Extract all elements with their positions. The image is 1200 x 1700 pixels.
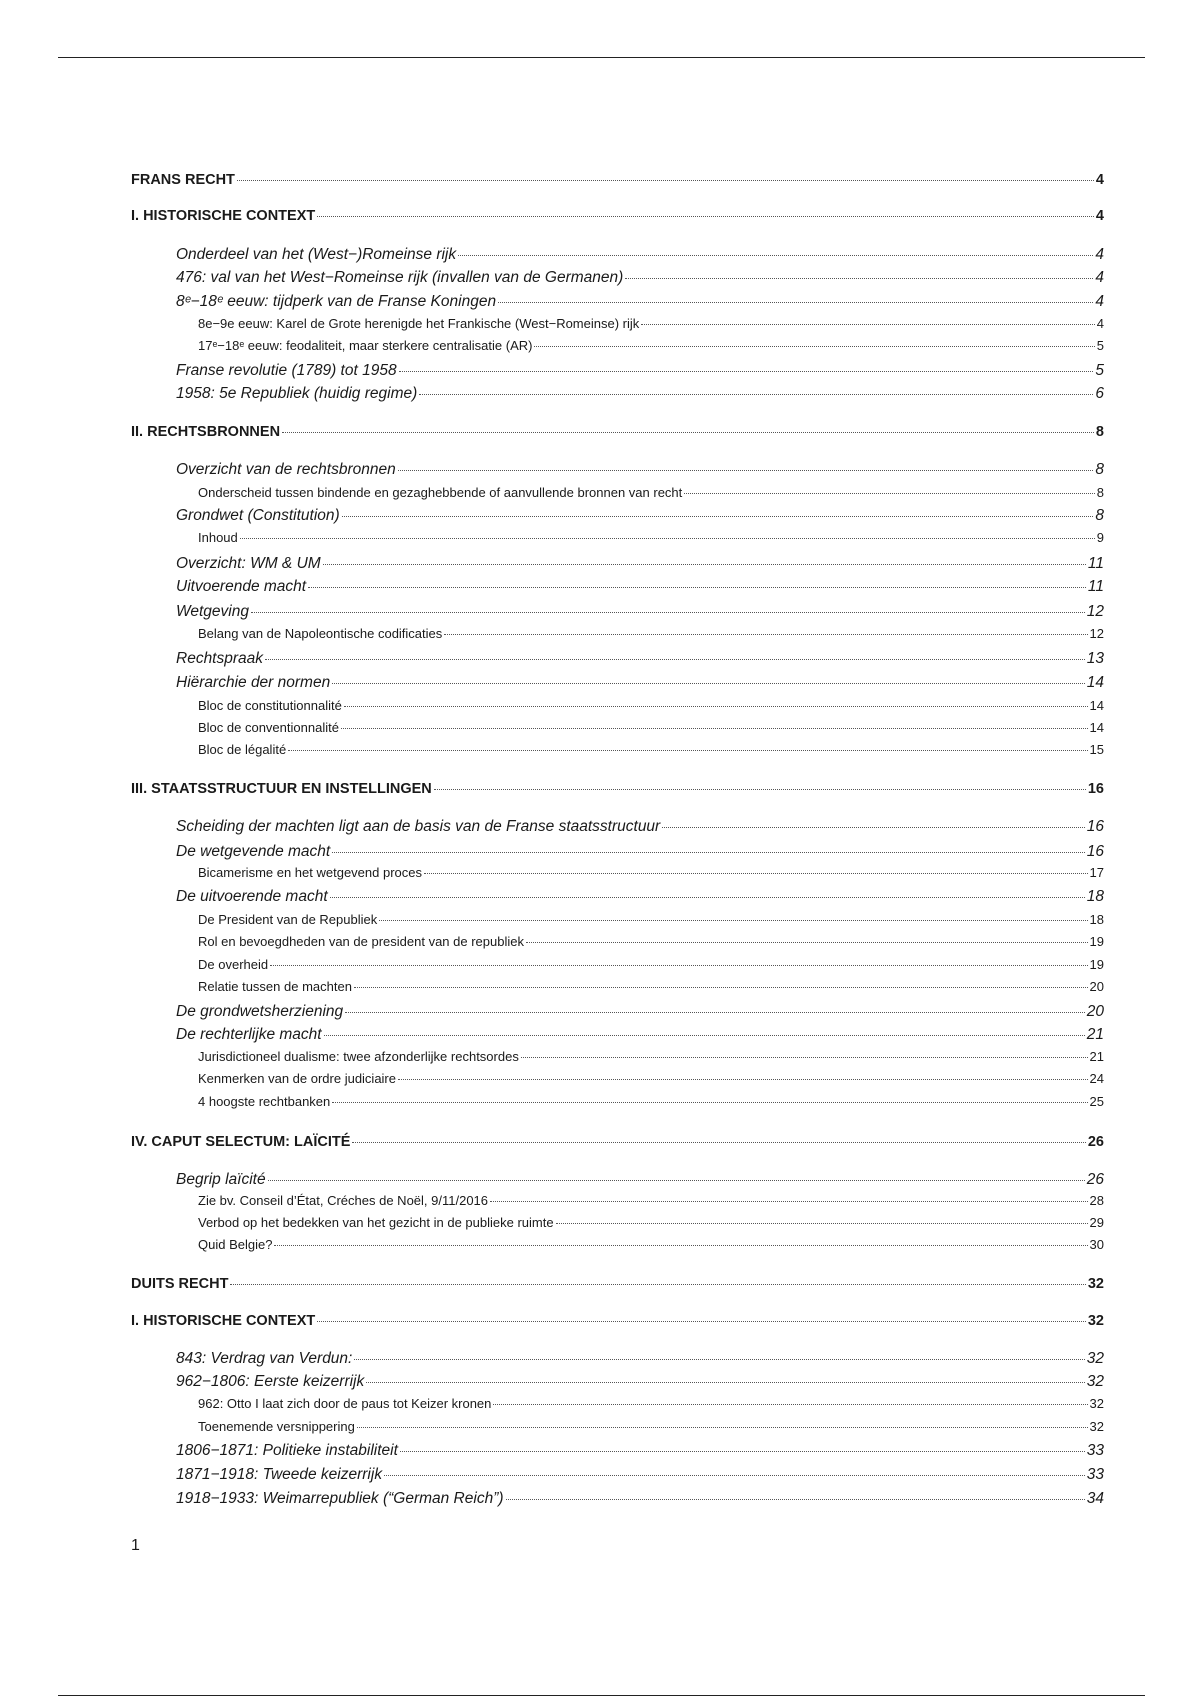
- toc-entry-title: Franse revolutie (1789) tot 1958: [176, 362, 397, 379]
- toc-entry[interactable]: [131, 555, 1104, 573]
- toc-entry-page: 18: [1086, 888, 1104, 905]
- toc-entry[interactable]: [131, 1466, 1104, 1484]
- toc-entry-page: 26: [1086, 1171, 1104, 1188]
- toc-entry-page: 18: [1089, 912, 1104, 927]
- toc-entry-page: 28: [1089, 1193, 1104, 1208]
- dot-leader: [345, 1012, 1085, 1013]
- toc-entry-page: 16: [1087, 781, 1104, 797]
- toc-entry-page: 30: [1089, 1237, 1104, 1252]
- dot-leader: [357, 1427, 1088, 1428]
- dot-leader: [379, 920, 1087, 921]
- toc-entry-title: 1871−1918: Tweede keizerrijk: [176, 1466, 383, 1483]
- toc-entry[interactable]: [131, 1215, 1104, 1230]
- toc-entry[interactable]: [131, 293, 1104, 311]
- toc-entry-page: 8: [1095, 461, 1104, 478]
- toc-entry[interactable]: [131, 1003, 1104, 1021]
- toc-entry-title: III. STAATSSTRUCTUUR EN INSTELLINGEN: [131, 781, 432, 797]
- dot-leader: [342, 516, 1094, 517]
- toc-entry[interactable]: [131, 530, 1104, 545]
- toc-entry-page: 11: [1087, 578, 1104, 595]
- toc-entry[interactable]: [131, 1171, 1104, 1189]
- toc-entry[interactable]: [131, 674, 1104, 692]
- dot-leader: [398, 1079, 1088, 1080]
- toc-entry-title: Wetgeving: [176, 603, 249, 620]
- dot-leader: [317, 1321, 1086, 1322]
- toc-entry[interactable]: [131, 865, 1104, 880]
- toc-entry-title: 8ᵉ−18ᵉ eeuw: tijdperk van de Franse Koningen: [176, 293, 497, 310]
- dot-leader: [332, 852, 1085, 853]
- toc-entry[interactable]: [131, 1071, 1104, 1086]
- toc-entry-page: 14: [1089, 720, 1104, 735]
- toc-entry-page: 6: [1095, 385, 1104, 402]
- toc-entry[interactable]: [131, 781, 1104, 797]
- header-rule: [58, 57, 1145, 58]
- toc-entry-page: 20: [1086, 1003, 1104, 1020]
- toc-entry-page: 4: [1095, 269, 1104, 286]
- toc-entry-page: 4: [1095, 246, 1104, 263]
- dot-leader: [282, 432, 1094, 433]
- toc-entry-page: 8: [1095, 507, 1104, 524]
- dot-leader: [354, 1359, 1084, 1360]
- toc-entry-title: 8e−9e eeuw: Karel de Grote herenigde het Frankische (West−Romeinse) rijk: [198, 316, 640, 331]
- toc-entry-page: 16: [1086, 818, 1104, 835]
- toc-entry[interactable]: [131, 1313, 1104, 1329]
- toc-entry[interactable]: [131, 888, 1104, 906]
- toc-entry[interactable]: [131, 1094, 1104, 1109]
- dot-leader: [323, 564, 1086, 565]
- toc-entry-page: 21: [1086, 1026, 1104, 1043]
- toc-entry-title: Toenemende versnippering: [198, 1419, 355, 1434]
- dot-leader: [317, 216, 1094, 217]
- toc-entry-page: 17: [1089, 865, 1104, 880]
- toc-entry[interactable]: [131, 1490, 1104, 1508]
- dot-leader: [419, 394, 1093, 395]
- toc-entry-page: 9: [1096, 530, 1104, 545]
- toc-entry-title: Grondwet (Constitution): [176, 507, 340, 524]
- toc-entry-title: De grondwetsherziening: [176, 1003, 344, 1020]
- toc-entry-title: Belang van de Napoleontische codificaties: [198, 626, 443, 641]
- dot-leader: [366, 1382, 1084, 1383]
- toc-entry-title: Uitvoerende macht: [176, 578, 307, 595]
- toc-entry-page: 8: [1095, 424, 1104, 440]
- toc-entry-title: 962−1806: Eerste keizerrijk: [176, 1373, 365, 1390]
- dot-leader: [398, 470, 1094, 471]
- toc-entry[interactable]: [131, 1026, 1104, 1044]
- dot-leader: [240, 538, 1095, 539]
- dot-leader: [458, 255, 1093, 256]
- dot-leader: [400, 1451, 1085, 1452]
- toc-entry[interactable]: [131, 172, 1104, 188]
- toc-entry-page: 14: [1086, 674, 1104, 691]
- toc-entry[interactable]: [131, 507, 1104, 525]
- toc-entry-title: Verbod op het bedekken van het gezicht in de publieke ruimte: [198, 1215, 554, 1230]
- toc-entry[interactable]: [131, 338, 1104, 353]
- dot-leader: [274, 1245, 1087, 1246]
- toc-entry-page: 12: [1089, 626, 1104, 641]
- dot-leader: [268, 1180, 1085, 1181]
- toc-entry[interactable]: [131, 1276, 1104, 1292]
- toc-entry-page: 11: [1087, 555, 1104, 572]
- toc-entry-page: 5: [1095, 362, 1104, 379]
- toc-entry-title: 1918−1933: Weimarrepubliek (“German Reich”): [176, 1490, 504, 1507]
- dot-leader: [684, 493, 1095, 494]
- toc-entry-title: Zie bv. Conseil d’État, Créches de Noël, 9/11/2016: [198, 1193, 489, 1208]
- toc-entry[interactable]: [131, 1419, 1104, 1434]
- toc-entry-title: 17ᵉ−18ᵉ eeuw: feodaliteit, maar sterkere centralisatie (AR): [198, 338, 533, 353]
- dot-leader: [506, 1499, 1085, 1500]
- dot-leader: [324, 1035, 1085, 1036]
- toc-entry[interactable]: [131, 843, 1104, 861]
- toc-entry-page: 19: [1089, 957, 1104, 972]
- dot-leader: [332, 1102, 1087, 1103]
- toc-entry-page: 4: [1095, 172, 1104, 188]
- dot-leader: [308, 587, 1086, 588]
- toc-entry-title: I. HISTORISCHE CONTEXT: [131, 1313, 316, 1329]
- dot-leader: [444, 634, 1087, 635]
- toc-entry-page: 20: [1089, 979, 1104, 994]
- toc-entry[interactable]: [131, 957, 1104, 972]
- toc-entry[interactable]: [131, 818, 1104, 836]
- toc-entry-page: 24: [1089, 1071, 1104, 1086]
- dot-leader: [332, 683, 1085, 684]
- toc-entry-page: 16: [1086, 843, 1104, 860]
- dot-leader: [341, 728, 1088, 729]
- toc-entry-page: 32: [1086, 1350, 1104, 1367]
- toc-entry-title: Onderscheid tussen bindende en gezaghebbende of aanvullende bronnen van recht: [198, 485, 683, 500]
- toc-entry-page: 15: [1089, 742, 1104, 757]
- toc-entry[interactable]: [131, 626, 1104, 641]
- toc-entry[interactable]: [131, 934, 1104, 949]
- toc-entry-title: De overheid: [198, 957, 269, 972]
- dot-leader: [399, 371, 1094, 372]
- toc-entry-title: Kenmerken van de ordre judiciaire: [198, 1071, 396, 1086]
- dot-leader: [384, 1475, 1085, 1476]
- dot-leader: [237, 180, 1094, 181]
- toc-entry-page: 8: [1096, 485, 1104, 500]
- toc-entry[interactable]: [131, 1193, 1104, 1208]
- toc-entry-title: Bicamerisme en het wetgevend proces: [198, 865, 423, 880]
- toc-entry-page: 26: [1087, 1134, 1104, 1150]
- toc-entry-title: 4 hoogste rechtbanken: [198, 1094, 331, 1109]
- toc-entry[interactable]: [131, 316, 1104, 331]
- dot-leader: [424, 873, 1088, 874]
- toc-entry[interactable]: [131, 485, 1104, 500]
- toc-entry-page: 4: [1095, 293, 1104, 310]
- footer-rule: [58, 1695, 1145, 1696]
- toc-entry[interactable]: [131, 424, 1104, 440]
- toc-entry-page: 32: [1089, 1419, 1104, 1434]
- toc-entry-page: 32: [1087, 1276, 1104, 1292]
- dot-leader: [521, 1057, 1088, 1058]
- dot-leader: [556, 1223, 1088, 1224]
- toc-entry-title: DUITS RECHT: [131, 1276, 229, 1292]
- dot-leader: [265, 659, 1085, 660]
- toc-entry-page: 14: [1089, 698, 1104, 713]
- toc-entry[interactable]: [131, 1396, 1104, 1411]
- toc-entry[interactable]: [131, 1442, 1104, 1460]
- toc-entry-title: 1806−1871: Politieke instabiliteit: [176, 1442, 398, 1459]
- toc-entry-title: Onderdeel van het (West−)Romeinse rijk: [176, 246, 457, 263]
- toc-entry-title: Rol en bevoegdheden van de president van de republiek: [198, 934, 524, 949]
- dot-leader: [288, 750, 1087, 751]
- toc-entry-title: IV. CAPUT SELECTUM: LAÏCITÉ: [131, 1134, 351, 1150]
- dot-leader: [625, 278, 1093, 279]
- toc-entry-title: I. HISTORISCHE CONTEXT: [131, 208, 316, 224]
- toc-entry-title: 476: val van het West−Romeinse rijk (invallen van de Germanen): [176, 269, 624, 286]
- toc-entry[interactable]: [131, 1049, 1104, 1064]
- toc-entry[interactable]: [131, 208, 1104, 224]
- toc-entry[interactable]: [131, 742, 1104, 757]
- toc-entry-title: Overzicht: WM & UM: [176, 555, 321, 572]
- dot-leader: [251, 612, 1085, 613]
- toc-entry[interactable]: [131, 578, 1104, 596]
- dot-leader: [434, 789, 1086, 790]
- toc-entry-title: 1958: 5e Republiek (huidig regime): [176, 385, 418, 402]
- toc-entry-page: 32: [1086, 1373, 1104, 1390]
- toc-entry[interactable]: [131, 461, 1104, 479]
- dot-leader: [330, 897, 1085, 898]
- toc-entry-page: 33: [1086, 1466, 1104, 1483]
- toc-entry-title: Bloc de conventionnalité: [198, 720, 339, 735]
- toc-entry[interactable]: [131, 362, 1104, 380]
- dot-leader: [490, 1201, 1088, 1202]
- toc-entry-page: 32: [1089, 1396, 1104, 1411]
- toc-entry-page: 29: [1089, 1215, 1104, 1230]
- dot-leader: [526, 942, 1088, 943]
- toc-entry-page: 5: [1096, 338, 1104, 353]
- toc-entry-title: Jurisdictioneel dualisme: twee afzonderlijke rechtsordes: [198, 1049, 519, 1064]
- toc-entry-title: Inhoud: [198, 530, 238, 545]
- toc-entry-page: 4: [1096, 316, 1104, 331]
- toc-entry-title: Bloc de constitutionnalité: [198, 698, 342, 713]
- dot-leader: [230, 1284, 1085, 1285]
- toc-entry-title: De President van de Republiek: [198, 912, 378, 927]
- toc-entry[interactable]: [131, 912, 1104, 927]
- toc-entry[interactable]: [131, 385, 1104, 403]
- toc-entry-page: 25: [1089, 1094, 1104, 1109]
- toc-entry-title: Begrip laïcité: [176, 1171, 266, 1188]
- toc-entry-page: 12: [1086, 603, 1104, 620]
- toc-entry-page: 21: [1089, 1049, 1104, 1064]
- toc-entry-title: Quid Belgie?: [198, 1237, 273, 1252]
- toc-entry[interactable]: [131, 979, 1104, 994]
- toc-entry[interactable]: [131, 720, 1104, 735]
- dot-leader: [534, 346, 1094, 347]
- dot-leader: [498, 302, 1093, 303]
- dot-leader: [270, 965, 1087, 966]
- toc-entry[interactable]: [131, 603, 1104, 621]
- dot-leader: [344, 706, 1088, 707]
- toc-entry-page: 4: [1095, 208, 1104, 224]
- toc-entry-title: De rechterlijke macht: [176, 1026, 322, 1043]
- toc-entry-title: FRANS RECHT: [131, 172, 235, 188]
- toc-entry[interactable]: [131, 1134, 1104, 1150]
- toc-entry-title: Hiërarchie der normen: [176, 674, 331, 691]
- toc-entry[interactable]: [131, 246, 1104, 264]
- dot-leader: [641, 324, 1095, 325]
- toc-entry[interactable]: [131, 269, 1104, 287]
- toc-entry-page: 32: [1087, 1313, 1104, 1329]
- toc-entry-title: 843: Verdrag van Verdun:: [176, 1350, 353, 1367]
- toc-entry-page: 13: [1086, 650, 1104, 667]
- dot-leader: [662, 827, 1085, 828]
- toc-entry-title: Bloc de légalité: [198, 742, 287, 757]
- toc-entry-page: 33: [1086, 1442, 1104, 1459]
- toc-entry-page: 34: [1086, 1490, 1104, 1507]
- toc-entry-title: De wetgevende macht: [176, 843, 331, 860]
- page-number: 1: [131, 1537, 140, 1554]
- toc-entry-title: 962: Otto I laat zich door de paus tot Keizer kronen: [198, 1396, 492, 1411]
- toc-entry-title: Scheiding der machten ligt aan de basis van de Franse staatsstructuur: [176, 818, 661, 835]
- toc-entry-title: Rechtspraak: [176, 650, 264, 667]
- toc-entry[interactable]: [131, 1350, 1104, 1368]
- toc-entry[interactable]: [131, 650, 1104, 668]
- dot-leader: [352, 1142, 1085, 1143]
- toc-entry-page: 19: [1089, 934, 1104, 949]
- dot-leader: [493, 1404, 1087, 1405]
- toc-entry[interactable]: [131, 1373, 1104, 1391]
- toc-entry-title: Overzicht van de rechtsbronnen: [176, 461, 396, 478]
- toc-entry[interactable]: [131, 1237, 1104, 1252]
- toc-entry[interactable]: [131, 698, 1104, 713]
- toc-entry-title: II. RECHTSBRONNEN: [131, 424, 281, 440]
- dot-leader: [354, 987, 1088, 988]
- toc-entry-title: Relatie tussen de machten: [198, 979, 352, 994]
- toc-entry-title: De uitvoerende macht: [176, 888, 328, 905]
